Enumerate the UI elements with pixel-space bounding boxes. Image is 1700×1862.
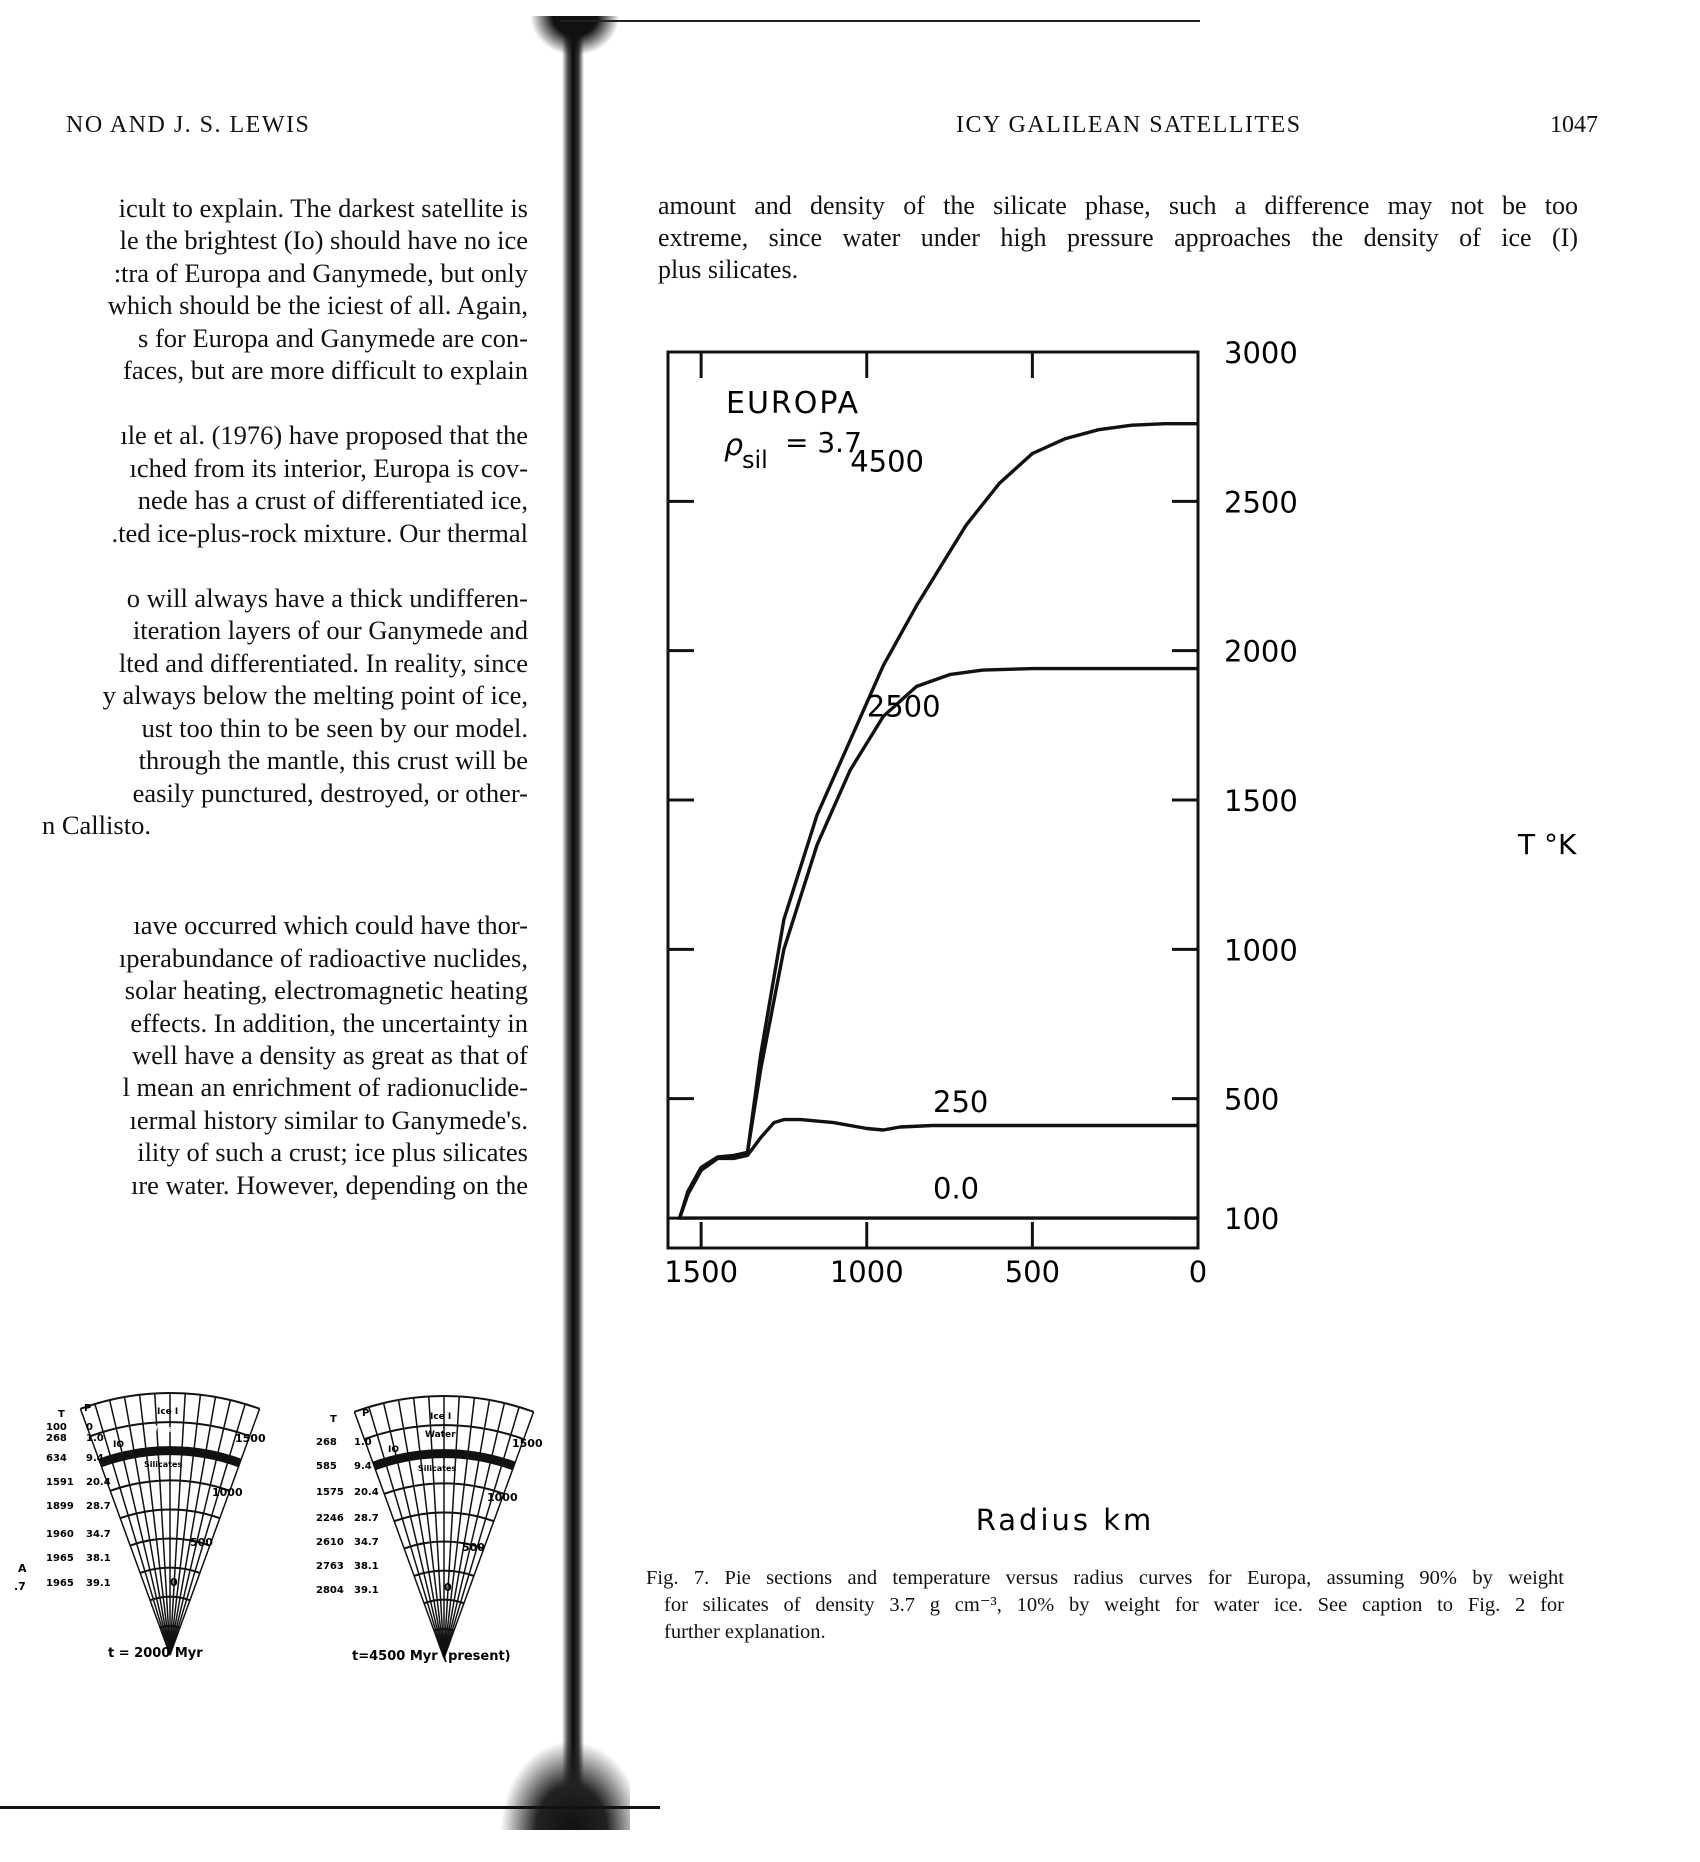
pie-P-value: 28.7 <box>354 1513 379 1524</box>
pie-time-label: t=4500 Myr (present) <box>352 1649 511 1664</box>
pie-spoke <box>444 1403 504 1658</box>
pie-col-T-header: T <box>330 1414 337 1425</box>
pie-T-value: 1575 <box>316 1487 344 1498</box>
right-column-text <box>658 190 1578 286</box>
pie-T-values <box>316 1437 344 1596</box>
text-line: :tra of Europa and Ganymede, but only <box>113 257 528 288</box>
text-line: .ted ice-plus-rock mixture. Our thermal <box>111 517 528 548</box>
text-line: n Callisto. <box>42 809 151 840</box>
text-line: easily punctured, destroyed, or other- <box>132 777 528 808</box>
pie-T-value: 100 <box>46 1422 67 1433</box>
page-number: 1047 <box>1550 112 1598 138</box>
pie-radius-label: 500 <box>190 1536 213 1549</box>
text-line: ıave occurred which could have thor- <box>133 910 528 941</box>
text-line: well have a density as great as that of <box>132 1039 528 1070</box>
pie-radius-label: 0 <box>444 1581 452 1594</box>
y-tick-label: 1500 <box>1224 784 1298 818</box>
pie-radius-label: 500 <box>462 1541 485 1554</box>
paragraph-4 <box>28 909 548 1201</box>
series-label: 2500 <box>866 689 941 724</box>
pie-T-value: 1899 <box>46 1501 74 1512</box>
pie-radius-label: 0 <box>170 1576 178 1589</box>
pie-layer-silicates-label: Silicates <box>418 1464 457 1473</box>
pie-T-value: 268 <box>316 1437 337 1448</box>
text-line: solar heating, electromagnetic heating <box>124 975 528 1006</box>
series-label: 250 <box>933 1085 989 1120</box>
pie-T-value: 1960 <box>46 1529 74 1540</box>
pie-T-value: 1965 <box>46 1553 74 1564</box>
pie-T-value: 585 <box>316 1461 337 1472</box>
margin-mark: .7 <box>14 1580 26 1593</box>
europa-temperature-chart <box>640 330 1580 1560</box>
y-tick-label: 1000 <box>1224 933 1298 968</box>
pie-col-P-header: P <box>362 1408 370 1419</box>
y-tick-label: 500 <box>1224 1082 1280 1117</box>
pie-spoke <box>170 1400 230 1655</box>
x-axis-ticks <box>664 352 1207 1289</box>
pie-sections-figure <box>0 1290 560 1690</box>
text-line: ıched from its interior, Europa is cov- <box>129 452 528 483</box>
pie-T-value: 634 <box>46 1453 67 1464</box>
x-axis-label: Radius km <box>975 1503 1155 1537</box>
pie-T-value: 2804 <box>316 1585 344 1596</box>
pie-P-value: 38.1 <box>86 1553 111 1564</box>
series-label: 4500 <box>850 444 924 479</box>
pie-T-value: 1965 <box>46 1578 74 1589</box>
pie-col-P-header: P <box>84 1403 92 1414</box>
top-edge-rule <box>560 20 1200 22</box>
pie-radius-label: 1500 <box>512 1437 543 1450</box>
pie-T-value: 2246 <box>316 1513 344 1524</box>
pie-P-value: 38.1 <box>354 1561 379 1572</box>
paragraph-1 <box>28 192 548 386</box>
pie-spoke <box>384 1403 444 1658</box>
text-line: through the mantle, this crust will be <box>138 745 528 776</box>
pie-col-T-header: T <box>58 1409 65 1420</box>
text-line: ility of such a crust; ice plus silicates <box>137 1137 528 1168</box>
text-line: iteration layers of our Ganymede and <box>132 615 528 646</box>
caption-line: further explanation. <box>664 1621 826 1643</box>
gutter-top-shadow <box>530 16 620 56</box>
pie-layer-silicates-label: Silicates <box>144 1460 183 1469</box>
chart-subtitle-symbol: ρ <box>724 428 744 463</box>
running-header-title: ICY GALILEAN SATELLITES <box>956 112 1302 138</box>
text-line: ıle et al. (1976) have proposed that the <box>120 420 528 451</box>
figure-caption <box>646 1565 1564 1646</box>
text-line: s for Europa and Ganymede are con- <box>138 322 528 353</box>
chart-subtitle-value: = 3.7 <box>785 426 862 459</box>
pie-P-value: 20.4 <box>86 1477 111 1488</box>
text-line: ıre water. However, depending on the <box>130 1169 528 1200</box>
pie-T-value: 2763 <box>316 1561 344 1572</box>
pie-small-label: IO <box>113 1440 124 1450</box>
caption-line: for silicates of density 3.7 g cm⁻³, 10% by weight for water ice. See caption to Fig. 2 for <box>664 1594 1564 1616</box>
chart-title-block <box>724 386 862 474</box>
x-tick-label: 0 <box>1188 1255 1208 1289</box>
pie-section-2000-myr <box>46 1393 266 1661</box>
pie-section-4500-myr <box>316 1396 543 1664</box>
text-line: lted and differentiated. In reality, since <box>118 647 528 678</box>
pie-T-value: 268 <box>46 1433 67 1444</box>
text-line: ıermal history similar to Ganymede's. <box>129 1104 528 1135</box>
paragraph-3 <box>28 582 548 841</box>
pie-P-value: 34.7 <box>354 1537 379 1548</box>
pie-layer-ice-label: Ice I <box>430 1412 452 1422</box>
text-line: y always below the melting point of ice, <box>102 680 528 711</box>
pie-P-value: 34.7 <box>86 1529 111 1540</box>
text-line: extreme, since water under high pressure approaches the density of ice (I) <box>658 223 1578 252</box>
text-line: which should be the iciest of all. Again, <box>107 290 528 321</box>
pie-layer-ice-label: Ice I <box>157 1407 179 1417</box>
text-line: ust too thin to be seen by our model. <box>141 712 528 743</box>
gutter-bottom-shadow <box>500 1740 630 1830</box>
chart-title: EUROPA <box>726 386 861 421</box>
pie-radius-label: 1500 <box>235 1432 266 1445</box>
text-line: faces, but are more difficult to explain <box>123 355 528 386</box>
text-line: nede has a crust of differentiated ice, <box>137 485 528 516</box>
pie-T-value: 2610 <box>316 1537 344 1548</box>
pie-radius-label: 1000 <box>212 1486 243 1499</box>
paragraph-2 <box>28 419 548 549</box>
y-axis-label: T °K <box>1518 828 1577 861</box>
pie-time-label: t = 2000 Myr <box>108 1646 203 1661</box>
text-line: l mean an enrichment of radionuclide- <box>122 1072 528 1103</box>
pie-P-value: 39.1 <box>86 1578 111 1589</box>
running-header-authors: NO AND J. S. LEWIS <box>66 112 311 138</box>
chart-subtitle-sub: sil <box>742 446 768 474</box>
series-label: 0.0 <box>933 1171 980 1206</box>
pie-P-value: 39.1 <box>354 1585 379 1596</box>
bottom-edge-rule <box>0 1806 660 1809</box>
pie-spoke <box>110 1400 170 1655</box>
pie-T-value: 1591 <box>46 1477 74 1488</box>
pie-P-value: 9.4 <box>86 1453 104 1464</box>
x-tick-label: 1500 <box>664 1255 739 1289</box>
book-gutter-shadow <box>562 18 584 1818</box>
pie-spoke <box>170 1409 260 1655</box>
x-tick-label: 500 <box>1004 1255 1061 1289</box>
pie-layer-water-label: Water <box>148 1425 179 1435</box>
pie-P-value: 28.7 <box>86 1501 111 1512</box>
text-line: effects. In addition, the uncertainty in <box>130 1007 528 1038</box>
pie-P-value: 0 <box>86 1422 93 1433</box>
y-tick-label: 100 <box>1224 1202 1280 1237</box>
pie-spoke <box>354 1412 444 1658</box>
pie-P-value: 9.4 <box>354 1461 372 1472</box>
pie-radius-label: 1000 <box>487 1491 518 1504</box>
text-line: icult to explain. The darkest satellite is <box>118 193 528 223</box>
pie-small-label: IO <box>388 1445 399 1455</box>
pie-P-value: 20.4 <box>354 1487 379 1498</box>
y-tick-label: 2500 <box>1224 485 1298 520</box>
pie-P-value: 1.0 <box>354 1437 372 1448</box>
text-line: plus silicates. <box>658 255 799 284</box>
text-line: amount and density of the silicate phase, such a difference may not be too <box>658 191 1578 220</box>
text-line: o will always have a thick undifferen- <box>126 583 528 614</box>
text-line: le the brightest (Io) should have no ice <box>119 225 528 256</box>
x-tick-label: 1000 <box>829 1255 904 1289</box>
caption-line: Fig. 7. Pie sections and temperature versus radius curves for Europa, assuming 90% by weight <box>646 1567 1564 1589</box>
margin-mark: A <box>18 1562 27 1575</box>
pie-P-values <box>354 1437 379 1596</box>
left-column-text <box>28 192 548 1201</box>
series-line-2500 <box>680 669 1198 1219</box>
pie-P-value: 1.0 <box>86 1433 104 1444</box>
text-line: ıperabundance of radioactive nuclides, <box>118 942 528 973</box>
y-tick-label: 2000 <box>1224 634 1298 669</box>
pie-layer-water-label: Water <box>425 1430 456 1440</box>
series-group <box>678 424 1198 1218</box>
pie-T-values <box>46 1422 74 1589</box>
y-tick-label: 3000 <box>1224 336 1298 370</box>
